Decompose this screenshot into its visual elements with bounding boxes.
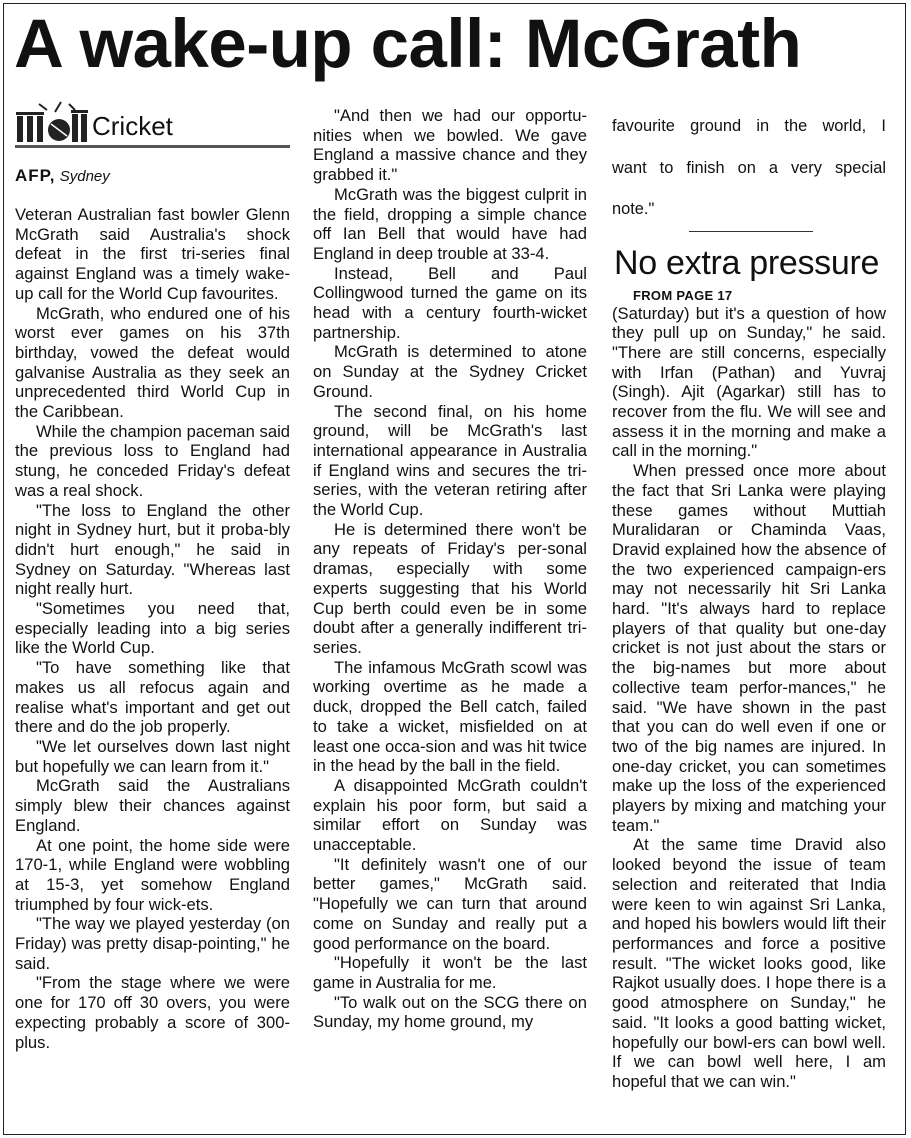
- paragraph: "And then we had our opportu-nities when we bowled. We gave England a massive chance and they grabbed it.": [313, 106, 587, 185]
- paragraph: McGrath, who endured one of his worst ever games on his 37th birthday, vowed the defeat would galvanise Australia as they seek an unprecedented third World Cup in the Caribbean.: [15, 303, 290, 422]
- paragraph: "The way we played yesterday (on Friday) was pretty disap-pointing," he said.: [15, 914, 290, 973]
- paragraph: "Hopefully it won't be the last game in Australia for me.: [313, 953, 587, 992]
- article-continuation: favourite ground in the world, I: [612, 117, 886, 135]
- article-continuation: note.": [612, 200, 655, 218]
- paragraph: While the champion paceman said the previous loss to England had stung, he conceded Friday's defeat was a real shock.: [15, 421, 290, 500]
- paragraph: "To have something like that makes us all refocus again and realise what's important and get out there and do the job properly.: [15, 658, 290, 737]
- divider: [689, 231, 813, 232]
- paragraph: At one point, the home side were 170-1, while England were wobbling at 15-3, yet somehow England triumphed by four wick-ets.: [15, 835, 290, 914]
- byline-agency: AFP,: [15, 166, 56, 185]
- paragraph: McGrath was the biggest culprit in the field, dropping a simple chance off Ian Bell that would have had England in deep trouble at 33-4.: [313, 184, 587, 263]
- byline: [15, 166, 110, 186]
- paragraph: When pressed once more about the fact that Sri Lanka were playing these games without Muttiah Muralidaran or Chaminda Vaas, Dravid explained how the absence of the two experienced campaign-ers may not necessarily hit Sri Lanka hard. "It's always hard to replace players of that quality but one-day cricket is not just about the stars or the big-names but more about collective team perfor-mances," he said. "We have shown in the past that you can do well even if one or two of the big names are injured. In one-day cricket, you can sometimes make up the loss of the experienced players by mixing and matching your team.": [612, 461, 886, 835]
- paragraph: "It definitely wasn't one of our better games," McGrath said. "Hopefully we can turn that around come on Sunday and really put a good performance on the board.: [313, 854, 587, 953]
- paragraph: Instead, Bell and Paul Collingwood turned the game on its head with a century fourth-wicket partnership.: [313, 263, 587, 342]
- article-column-1: [15, 205, 290, 1052]
- from-page-label: FROM PAGE 17: [633, 287, 733, 303]
- paragraph: "The loss to England the other night in Sydney hurt, but it proba-bly didn't hurt enough," he said in Sydney on Saturday. "Whereas last night really hurt.: [15, 500, 290, 599]
- paragraph: The second final, on his home ground, will be McGrath's last international appearance in Australia if England wins and secures the tri-series, with the veteran retiring after the World Cup.: [313, 401, 587, 520]
- paragraph: "We let ourselves down last night but hopefully we can learn from it.": [15, 736, 290, 776]
- headline: A wake-up call: McGrath: [14, 5, 802, 82]
- paragraph: McGrath is determined to atone on Sunday at the Sydney Cricket Ground.: [313, 342, 587, 401]
- article-continuation: want to finish on a very special: [612, 158, 886, 177]
- paragraph: A disappointed McGrath couldn't explain his poor form, but said a similar effort on Sunday was unacceptable.: [313, 775, 587, 855]
- article-column-3: [612, 106, 886, 1092]
- paragraph: "To walk out on the SCG there on Sunday, my home ground, my: [313, 992, 587, 1032]
- paragraph: McGrath said the Australians simply blew their chances against England.: [15, 776, 290, 835]
- paragraph: He is determined there won't be any repeats of Friday's per-sonal dramas, especially with some experts suggesting that his World Cup berth could even be in some doubt after a generally indifferent tri-series.: [313, 519, 587, 657]
- paragraph: Veteran Australian fast bowler Glenn McGrath said Australia's shock defeat in the first tri-series final against England was a timely wake-up call for the World Cup favourites.: [15, 205, 290, 303]
- paragraph: "Sometimes you need that, especially leading into a big series like the World Cup.: [15, 599, 290, 658]
- section-rule: [15, 145, 290, 148]
- sidebar-title: No extra pressure: [614, 243, 880, 282]
- paragraph: (Saturday) but it's a question of how they pull up on Sunday," he said. "There are still concerns, especially with Irfan (Pathan) and Yuvraj (Singh). Ajit (Agarkar) still has to recover from the flu. We will see and assess it in the morning and make a call in the morning.": [612, 303, 886, 461]
- paragraph: At the same time Dravid also looked beyond the issue of team selection and reiterated that India were keen to win against Sri Lanka, and hoped his bowlers would lift their performances and force a positive result. "The wicket looks good, like Rajkot usually does. I hope there is a good atmosphere on Sunday," he said. "It looks a good batting wicket, hopefully our bowl-ers can bowl well. If we can bowl well here, I am hopeful that we can win.": [612, 835, 886, 1091]
- paragraph: The infamous McGrath scowl was working overtime as he made a duck, dropped the Bell catch, failed to take a wicket, misfielded on at least one occa-sion and was hit twice in the head by the ball in the field.: [313, 657, 587, 776]
- article-column-2: [313, 106, 587, 1032]
- byline-city: Sydney: [59, 168, 110, 185]
- cricket-stumps-ball-icon: [15, 100, 89, 144]
- paragraph: "From the stage where we were one for 170 off 30 overs, you were expecting probably a score of 300-plus.: [15, 973, 290, 1052]
- section-label: Cricket: [92, 111, 173, 141]
- section-header: [15, 108, 290, 148]
